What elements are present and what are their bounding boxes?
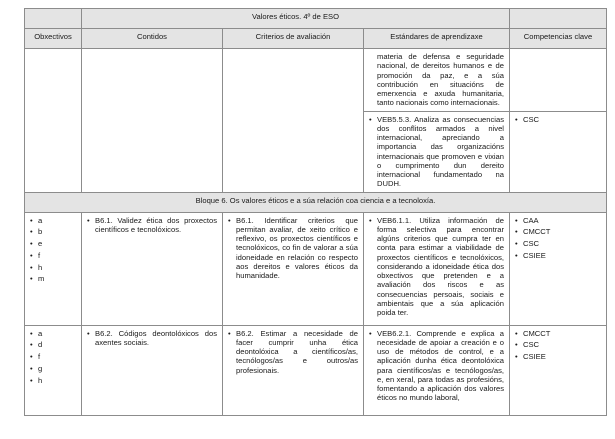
table-row xyxy=(25,325,607,415)
competence-item: • CSC xyxy=(515,115,601,124)
competence-item: • CSIEE xyxy=(515,352,601,361)
objective-item: • a xyxy=(30,329,76,338)
title-corner-cell xyxy=(25,9,82,29)
table-row-continuation-a xyxy=(25,49,607,112)
objectives-cell xyxy=(25,325,82,415)
curriculum-table xyxy=(24,8,607,416)
content-text: • B6.2. Códigos deontolóxicos dos axentes sociais. xyxy=(87,329,217,348)
criterion-text: • B6.2. Estimar a necesidade de facer cumprir unha ética deontolóxica a científicos/as, tecnólogos/as e outros/as profesionais. xyxy=(228,329,358,375)
objective-item: • h xyxy=(30,376,76,385)
standard-text: materia de defensa e seguridade nacional, de dereitos humanos e de promoción da paz, e a súa contribución en situacións de emerxencia e axuda humanitaria, tanto nacionais como internacionais. xyxy=(377,52,504,108)
objective-item: • h xyxy=(30,263,76,272)
standard-text: • VEB5.5.3. Analiza as consecuencias dos conflitos armados a nivel internacional, apreciando a importancia das organizacións internacionais que promoven e vixian o cumprimento dun dereito internacional fundamentado na DUDH. xyxy=(369,115,504,189)
competences-cell xyxy=(510,212,607,325)
cont-criteria-cell xyxy=(223,49,364,193)
objective-item: • g xyxy=(30,364,76,373)
title-corner-cell-right xyxy=(510,9,607,29)
standard-text: • VEB6.2.1. Comprende e explica a necesidade de apoiar a creación e o uso de métodos de control, e a aplicación dunha ética deontolóxica para científicos/as e tecnólogos/as, e, en xeral, para todas as profesións, fomentando a aplicación dos valores éticos no mundo laboral, xyxy=(369,329,504,403)
cont-standard-a-cell xyxy=(364,49,510,112)
header-objectives: Obxectivos xyxy=(25,29,82,49)
content-text: • B6.1. Validez ética dos proxectos científicos e tecnolóxicos. xyxy=(87,216,217,235)
cont-competence-a-cell xyxy=(510,49,607,112)
header-contents: Contidos xyxy=(82,29,223,49)
content-cell xyxy=(82,325,223,415)
competence-item: • CMCCT xyxy=(515,227,601,236)
competence-item: • CMCCT xyxy=(515,329,601,338)
content-cell xyxy=(82,212,223,325)
objective-item: • m xyxy=(30,274,76,283)
competence-item: • CSIEE xyxy=(515,251,601,260)
objective-item: • d xyxy=(30,340,76,349)
competences-cell xyxy=(510,325,607,415)
header-standards: Estándares de aprendizaxe xyxy=(364,29,510,49)
standard-cell xyxy=(364,212,510,325)
cont-standard-b-cell xyxy=(364,111,510,192)
cont-objectives-cell xyxy=(25,49,82,193)
table-title: Valores éticos. 4º de ESO xyxy=(82,9,510,29)
criterion-text: • B6.1. Identificar criterios que permitan avaliar, de xeito crítico e reflexivo, os proxectos científicos e tecnolóxicos, co fin de valorar a súa idoneidade en relación co respecto aos dereitos e valores éticos da humanidade. xyxy=(228,216,358,281)
objective-item: • b xyxy=(30,227,76,236)
objective-item: • e xyxy=(30,239,76,248)
standard-cell xyxy=(364,325,510,415)
competence-item: • CAA xyxy=(515,216,601,225)
block-heading-row xyxy=(25,192,607,212)
block-title: Bloque 6. Os valores éticos e a súa relación coa ciencia e a tecnoloxía. xyxy=(25,192,607,212)
criterion-cell xyxy=(223,212,364,325)
objectives-cell xyxy=(25,212,82,325)
column-header-row xyxy=(25,29,607,49)
objective-item: • f xyxy=(30,251,76,260)
cont-contents-cell xyxy=(82,49,223,193)
table-title-row xyxy=(25,9,607,29)
objective-item: • f xyxy=(30,352,76,361)
cont-competence-b-cell xyxy=(510,111,607,192)
criterion-cell xyxy=(223,325,364,415)
competence-item: • CSC xyxy=(515,340,601,349)
header-competences: Competencias clave xyxy=(510,29,607,49)
objective-item: • a xyxy=(30,216,76,225)
header-criteria: Criterios de avaliación xyxy=(223,29,364,49)
table-row xyxy=(25,212,607,325)
standard-text: • VEB6.1.1. Utiliza información de forma selectiva para encontrar algúns criterios que cumpra ter en conta para estimar a viabilidade de proxectos científicos e tecnolóxicos, considerando a idoneidade ética dos obxectivos que pretenden e a avaliación dos riscos e as consecuencias persoais, sociais e ambientais que a súa aplicación poida ter. xyxy=(369,216,504,318)
competence-item: • CSC xyxy=(515,239,601,248)
